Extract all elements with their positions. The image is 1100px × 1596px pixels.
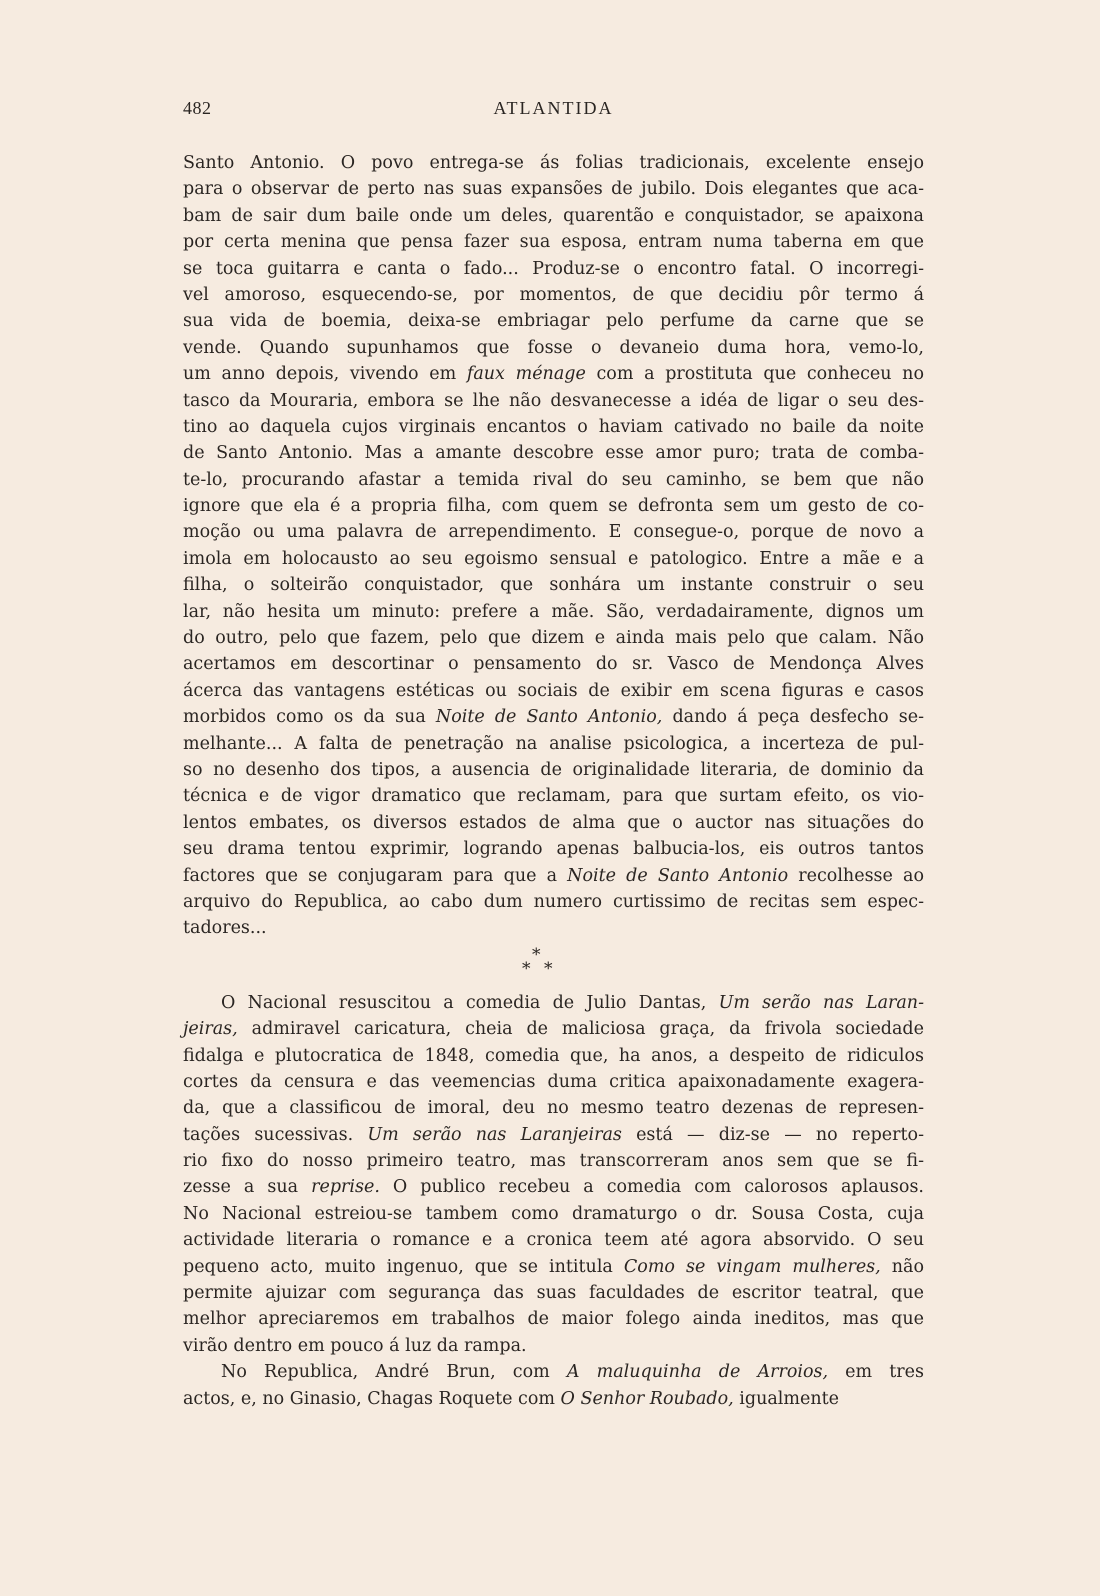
italic-title: Como se vingam mulheres, <box>623 1256 881 1277</box>
text-segment: sua vida de boemia, deixa-se embriagar pelo perfume da carne que se <box>183 311 924 332</box>
text-line <box>183 203 924 229</box>
text-line <box>183 546 924 572</box>
text-line <box>183 757 924 783</box>
text-line <box>183 1016 924 1042</box>
text-line <box>183 361 924 387</box>
running-title: ATLANTIDA <box>493 98 614 118</box>
text-line <box>183 1359 924 1385</box>
text-segment: igualmente <box>733 1388 840 1409</box>
text-segment: do outro, pelo que fazem, pelo que dizem e ainda mais pelo que calam. Não <box>183 628 924 649</box>
text-line <box>183 572 924 598</box>
text-segment: técnica e de vigor dramatico que reclamam, para que surtam efeito, os vio- <box>183 786 924 807</box>
text-segment: morbidos como os da sua <box>183 707 436 728</box>
text-line <box>183 282 924 308</box>
text-line <box>183 599 924 625</box>
text-line <box>183 1174 924 1200</box>
text-segment: te-lo, procurando afastar a temida rival do seu caminho, se bem que não <box>183 469 924 490</box>
italic-title: reprise. <box>311 1177 380 1198</box>
page-number: 482 <box>183 98 212 118</box>
text-segment: cortes da censura e das veemencias duma critica apaixonadamente exagera- <box>183 1071 924 1092</box>
text-segment: pequeno acto, muito ingenuo, que se intitula <box>183 1256 624 1277</box>
asterism-star-top: * <box>532 944 541 965</box>
text-segment: melhante... A falta de penetração na analise psicologica, a incerteza de pul- <box>183 733 924 754</box>
italic-title: Um serão nas Laranjeiras <box>367 1124 622 1145</box>
text-line <box>183 783 924 809</box>
text-segment: seu drama tentou exprimir, logrando apenas balbucia-los, eis outros tantos <box>183 839 924 860</box>
text-line <box>183 1386 924 1412</box>
text-line <box>183 915 924 941</box>
text-line <box>183 1069 924 1095</box>
text-line <box>183 1333 924 1359</box>
text-segment: está — diz-se — no reperto- <box>621 1124 924 1145</box>
asterism-star-left: * <box>522 958 531 979</box>
text-line <box>183 731 924 757</box>
text-line <box>183 176 924 202</box>
text-segment: tadores... <box>183 918 267 939</box>
text-line <box>183 1043 924 1069</box>
text-segment: dando á peça desfecho se- <box>662 707 924 728</box>
text-segment: admiravel caricatura, cheia de maliciosa graça, da frivola sociedade <box>237 1019 924 1040</box>
text-segment: zesse a sua <box>183 1177 312 1198</box>
text-line <box>183 1306 924 1332</box>
text-segment: se toca guitarra e canta o fado... Produz-se o encontro fatal. O incorregi- <box>183 258 924 279</box>
text-line <box>183 440 924 466</box>
text-line <box>183 388 924 414</box>
italic-title: A maluquinha de Arroios, <box>566 1362 829 1383</box>
text-line <box>183 229 924 255</box>
text-segment: recolhesse ao <box>788 865 924 886</box>
text-segment: vende. Quando supunhamos que fosse o devaneio duma hora, vemo-lo, <box>183 337 924 358</box>
text-segment: ignore que ela é a propria filha, com quem se defronta sem um gesto de co- <box>183 496 924 517</box>
text-line <box>183 889 924 915</box>
text-line <box>183 625 924 651</box>
asterism-star-right: * <box>544 958 553 979</box>
text-segment: so no desenho dos tipos, a ausencia de originalidade literaria, de dominio da <box>183 759 924 780</box>
text-segment: permite ajuizar com segurança das suas faculdades de escritor teatral, que <box>183 1283 924 1304</box>
text-line <box>183 1122 924 1148</box>
paragraph-review-noite-de-santo-antonio <box>183 150 924 942</box>
text-segment: rio fixo do nosso primeiro teatro, mas transcorreram anos sem que se fi- <box>183 1151 924 1172</box>
text-line <box>183 519 924 545</box>
text-segment: No Republica, André Brun, com <box>221 1362 567 1383</box>
text-line <box>183 990 924 1016</box>
text-segment: moção ou uma palavra de arrependimento. E consegue-o, porque de novo a <box>183 522 924 543</box>
text-segment: O publico recebeu a comedia com calorosos aplausos. <box>379 1177 924 1198</box>
article-body <box>183 150 924 1412</box>
text-segment: não <box>880 1256 924 1277</box>
text-segment: tasco da Mouraria, embora se lhe não desvanecesse a idéa de ligar o seu des- <box>183 390 924 411</box>
text-line <box>183 467 924 493</box>
text-line <box>183 308 924 334</box>
paragraph-um-serao-nas-laranjeiras <box>183 990 924 1359</box>
text-segment: imola em holocausto ao seu egoismo sensual e patologico. Entre a mãe e a <box>183 548 924 569</box>
italic-title: Noite de Santo Antonio <box>567 865 789 886</box>
text-segment: um anno depois, vivendo em <box>183 364 467 385</box>
text-line <box>183 704 924 730</box>
text-line <box>183 1254 924 1280</box>
text-segment: ácerca das vantagens estéticas ou sociais de exibir em scena figuras e casos <box>183 680 924 701</box>
text-segment: filha, o solteirão conquistador, que sonhára um instante construir o seu <box>183 575 924 596</box>
text-segment: arquivo do Republica, ao cabo dum numero curtissimo de recitas sem espec- <box>183 891 924 912</box>
text-segment: por certa menina que pensa fazer sua esposa, entram numa taberna em que <box>183 232 924 253</box>
text-segment: actividade literaria o romance e a cronica teem até agora absorvido. O seu <box>183 1230 924 1251</box>
italic-title: faux ménage <box>466 364 586 385</box>
italic-title: jeiras, <box>183 1019 238 1040</box>
text-line <box>183 678 924 704</box>
text-segment: factores que se conjugaram para que a <box>183 865 568 886</box>
section-asterism <box>183 942 924 990</box>
page-header <box>183 98 924 122</box>
text-line <box>183 1280 924 1306</box>
text-segment: em tres <box>828 1362 925 1383</box>
text-segment: fidalga e plutocratica de 1848, comedia que, ha anos, a despeito de ridiculos <box>183 1045 924 1066</box>
text-segment: da, que a classificou de imoral, deu no mesmo teatro dezenas de represen- <box>183 1098 924 1119</box>
text-line <box>183 1201 924 1227</box>
text-line <box>183 493 924 519</box>
text-line <box>183 1095 924 1121</box>
text-segment: acertamos em descortinar o pensamento do sr. Vasco de Mendonça Alves <box>183 654 924 675</box>
text-line <box>183 256 924 282</box>
text-segment: lar, não hesita um minuto: prefere a mãe. São, verdadairamente, dignos um <box>183 601 924 622</box>
text-segment: com a prostituta que conheceu no <box>585 364 924 385</box>
text-line <box>183 1148 924 1174</box>
text-segment: actos, e, no Ginasio, Chagas Roquete com <box>183 1388 561 1409</box>
text-line <box>183 836 924 862</box>
text-line <box>183 810 924 836</box>
text-segment: No Nacional estreiou-se tambem como dramaturgo o dr. Sousa Costa, cuja <box>183 1203 924 1224</box>
text-segment: Santo Antonio. O povo entrega-se ás folias tradicionais, excelente ensejo <box>183 153 924 173</box>
italic-title: Noite de Santo Antonio, <box>435 707 663 728</box>
italic-title: Um serão nas Laran- <box>718 992 924 1013</box>
text-line <box>183 651 924 677</box>
text-line <box>183 1227 924 1253</box>
text-segment: virão dentro em pouco á luz da rampa. <box>183 1335 527 1356</box>
text-segment: vel amoroso, esquecendo-se, por momentos, de que decidiu pôr termo á <box>183 284 924 305</box>
text-line <box>183 335 924 361</box>
text-segment: tações sucessivas. <box>183 1124 368 1145</box>
text-segment: O Nacional resuscitou a comedia de Julio Dantas, <box>221 992 719 1013</box>
text-segment: para o observar de perto nas suas expansões de jubilo. Dois elegantes que aca- <box>183 179 924 200</box>
paragraph-republica-ginasio <box>183 1359 924 1412</box>
text-segment: bam de sair dum baile onde um deles, quarentão e conquistador, se apaixona <box>183 205 924 226</box>
text-line <box>183 414 924 440</box>
text-segment: melhor apreciaremos em trabalhos de maior folego ainda ineditos, mas que <box>183 1309 924 1330</box>
text-line <box>183 150 924 176</box>
text-segment: lentos embates, os diversos estados de alma que o auctor nas situações do <box>183 812 924 833</box>
italic-title: O Senhor Roubado, <box>560 1388 734 1409</box>
text-line <box>183 863 924 889</box>
text-segment: tino ao daquela cujos virginais encantos o haviam cativado no baile da noite <box>183 416 924 437</box>
text-segment: de Santo Antonio. Mas a amante descobre esse amor puro; trata de comba- <box>183 443 924 464</box>
